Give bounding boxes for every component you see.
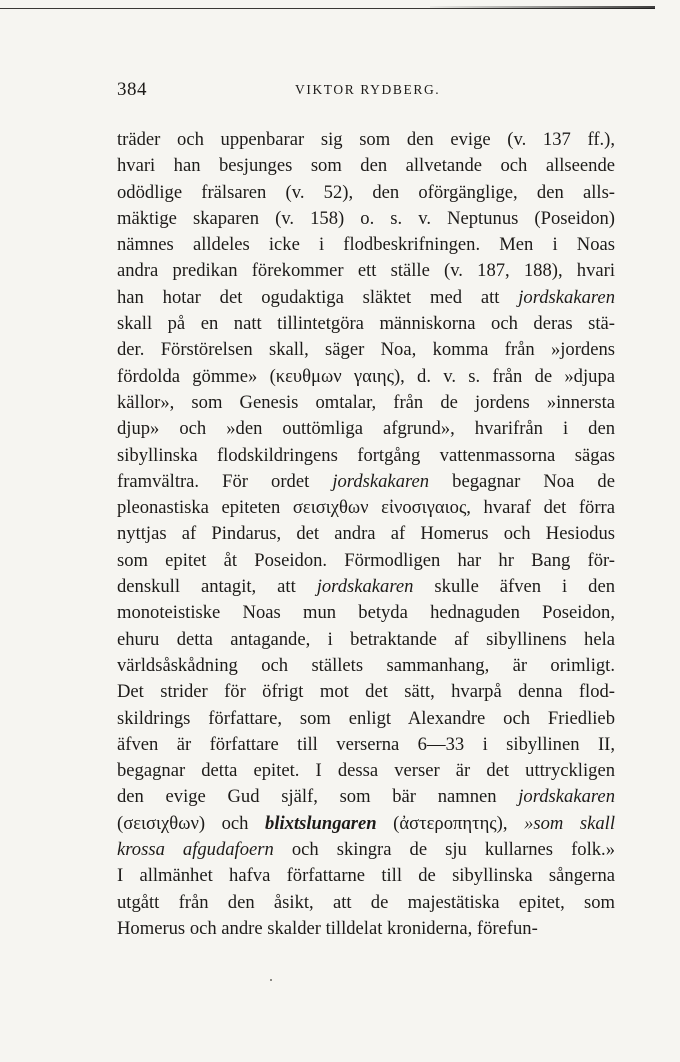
- text-segment: skall på en natt tillintetgöra människorna och deras stä-: [117, 313, 615, 335]
- text-line: [117, 574, 615, 600]
- text-segment: äfven är författare till verserna 6—33 i sibyllinen II,: [117, 733, 615, 755]
- emphasized-text: blixtslungaren: [265, 812, 377, 834]
- text-segment: och skingra de sju kullarnes folk.»: [273, 839, 615, 861]
- text-segment: der. Förstörelsen skall, säger Noa, komma från »jordens: [117, 339, 615, 361]
- text-line: [117, 364, 615, 390]
- emphasized-text: krossa afgudafoern: [117, 839, 274, 861]
- text-line: [117, 285, 615, 311]
- body-text: [117, 127, 615, 942]
- text-line: [117, 258, 615, 284]
- text-segment: pleonastiska epiteten σεισιχθων εἰνοσιγαιος, hvaraf det förra: [117, 497, 615, 519]
- text-segment: fördolda gömme» (κευθμων γαιης), d. v. s. från de »djupa: [117, 365, 615, 387]
- text-line: [117, 758, 615, 784]
- text-segment: monoteistiske Noas mun betyda hednaguden Poseidon,: [117, 602, 615, 624]
- text-line: [117, 127, 615, 153]
- text-line: [117, 548, 615, 574]
- text-segment: begagnar Noa de: [429, 470, 615, 492]
- text-line: [117, 311, 615, 337]
- text-segment: hvari han besjunges som den allvetande och allseende: [117, 155, 615, 177]
- text-segment: mäktige skaparen (v. 158) o. s. v. Neptunus (Poseidon): [117, 207, 615, 229]
- text-segment: odödlige frälsaren (v. 52), den oförgänglige, den alls-: [117, 181, 615, 203]
- text-line: [117, 469, 615, 495]
- text-line: [117, 890, 615, 916]
- text-segment: träder och uppenbarar sig som den evige (v. 137 ff.),: [117, 129, 615, 150]
- emphasized-text: jordskakaren: [518, 286, 615, 308]
- page-header: [117, 79, 615, 103]
- text-segment: sibyllinska flodskildringens fortgång vattenmassorna sägas: [117, 444, 615, 466]
- emphasized-text: jordskakaren: [518, 786, 615, 808]
- text-line: [117, 653, 615, 679]
- text-line: [117, 916, 615, 942]
- text-segment: (σεισιχθων) och: [117, 812, 266, 834]
- text-line: [117, 337, 615, 363]
- text-line: [117, 153, 615, 179]
- text-segment: ehuru detta antagande, i betraktande af sibyllinens hela: [117, 628, 615, 650]
- text-line: [117, 416, 615, 442]
- text-line: [117, 837, 615, 863]
- text-line: [117, 627, 615, 653]
- text-segment: andra predikan förekommer ett ställe (v. 187, 188), hvari: [117, 260, 615, 282]
- text-segment: skildrings författare, som enligt Alexandre och Friedlieb: [117, 707, 615, 729]
- text-line: [117, 863, 615, 889]
- text-line: [117, 390, 615, 416]
- text-segment: nyttjas af Pindarus, det andra af Homerus och Hesiodus: [117, 523, 615, 545]
- text-line: [117, 600, 615, 626]
- text-segment: den evige Gud själf, som bär namnen: [117, 786, 519, 808]
- text-line: [117, 679, 615, 705]
- text-segment: framvältra. För ordet: [117, 470, 333, 492]
- text-segment: djup» och »den outtömliga afgrund», hvarifrån i den: [117, 418, 615, 440]
- text-line: [117, 706, 615, 732]
- text-line: [117, 443, 615, 469]
- text-segment: denskull antagit, att: [117, 576, 317, 598]
- text-line: [117, 180, 615, 206]
- text-segment: (ἀστεροπητης),: [376, 812, 525, 834]
- print-speck: [270, 979, 272, 981]
- text-segment: Det strider för öfrigt mot det sätt, hvarpå denna flod-: [117, 681, 615, 703]
- text-segment: utgått från den åsikt, att de majestätiska epitet, som: [117, 891, 615, 913]
- text-segment: I allmänhet hafva författarne till de sibyllinska sångerna: [117, 865, 615, 887]
- page-number: 384: [117, 79, 147, 100]
- text-line: [117, 521, 615, 547]
- text-line: [117, 495, 615, 521]
- emphasized-text: jordskakaren: [332, 470, 430, 492]
- text-line: [117, 784, 615, 810]
- text-segment: världsåskådning och ställets sammanhang, är orimligt.: [117, 654, 615, 676]
- text-segment: nämnes alldeles icke i flodbeskrifningen. Men i Noas: [117, 234, 615, 256]
- text-segment: begagnar detta epitet. I dessa verser är det uttryckligen: [117, 760, 615, 782]
- text-line: [117, 811, 615, 837]
- text-line: [117, 206, 615, 232]
- text-line: [117, 732, 615, 758]
- emphasized-text: »som skall: [524, 812, 615, 834]
- running-title: VIKTOR RYDBERG.: [295, 82, 441, 97]
- text-segment: han hotar det ogudaktiga släktet med att: [117, 286, 519, 308]
- text-segment: källor», som Genesis omtalar, från de jordens »innersta: [117, 391, 615, 413]
- text-segment: som epitet åt Poseidon. Förmodligen har hr Bang för-: [117, 549, 615, 571]
- top-rule-shading: [430, 6, 655, 9]
- text-segment: skulle äfven i den: [413, 576, 615, 598]
- emphasized-text: jordskakaren: [316, 576, 414, 598]
- text-segment: Homerus och andre skalder tilldelat kroniderna, förefun-: [117, 917, 538, 939]
- text-line: [117, 232, 615, 258]
